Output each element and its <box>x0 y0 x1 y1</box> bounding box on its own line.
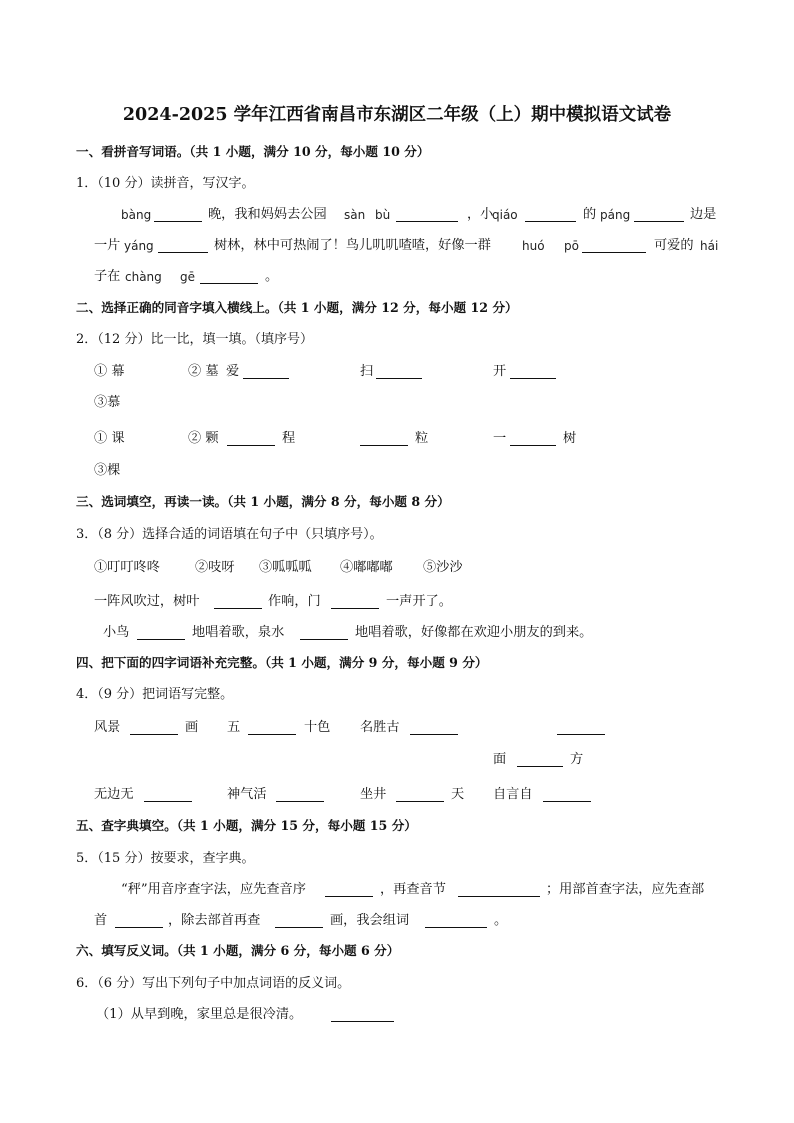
section-heading-5: 五、查字典填空。（共 1 小题，满分 15 分，每小题 15 分） <box>76 818 417 833</box>
pinyin: huó <box>522 239 545 253</box>
sentence-text: ，再查音节 <box>380 882 446 897</box>
answer-blank[interactable] <box>543 801 591 802</box>
idiom-part: 无边无 <box>94 787 134 802</box>
answer-blank[interactable] <box>115 927 163 928</box>
sentence-text: 首 <box>94 913 108 928</box>
question-6-prompt: 6．（6 分）写出下列句子中加点词语的反义词。 <box>76 976 351 991</box>
answer-blank[interactable] <box>525 221 576 222</box>
sentence-text: 一声开了。 <box>386 594 452 609</box>
answer-blank[interactable] <box>510 445 556 446</box>
answer-blank[interactable] <box>158 252 208 253</box>
idiom-part: 面 <box>493 752 507 767</box>
answer-blank[interactable] <box>634 221 684 222</box>
pinyin: bù <box>375 208 391 222</box>
question-4-prompt: 4．（9 分）把词语写完整。 <box>76 687 234 702</box>
answer-blank[interactable] <box>227 445 275 446</box>
question-1-prompt: 1．（10 分）读拼音，写汉字。 <box>76 176 255 191</box>
sentence-text: 子在 <box>94 269 121 284</box>
answer-blank[interactable] <box>425 927 487 928</box>
answer-blank[interactable] <box>360 445 408 446</box>
question-5-prompt: 5．（15 分）按要求，查字典。 <box>76 851 255 866</box>
word-part: 程 <box>282 431 296 446</box>
sentence-text: “秤”用音序查字法，应先查音序 <box>121 882 306 897</box>
pinyin: sàn <box>344 208 366 222</box>
section-heading-6: 六、填写反义词。（共 1 小题，满分 6 分，每小题 6 分） <box>76 943 400 958</box>
word-option: ④嘟嘟嘟 <box>340 560 393 575</box>
word-option: ①叮叮咚咚 <box>94 560 160 575</box>
word-option: ③呱呱呱 <box>259 560 312 575</box>
sub-item: （1）从早到晚，家里总是很冷清。 <box>96 1007 303 1022</box>
word-part: 一 <box>493 431 507 446</box>
answer-blank[interactable] <box>376 378 422 379</box>
idiom-part: 名胜古 <box>360 720 400 735</box>
sentence-text: ，除去部首再查 <box>168 913 261 928</box>
answer-blank[interactable] <box>137 639 185 640</box>
sentence-text: 地唱着歌，泉水 <box>192 625 285 640</box>
idiom-part: 画 <box>185 720 199 735</box>
sentence-text: 。 <box>494 913 508 928</box>
answer-blank[interactable] <box>300 639 348 640</box>
answer-blank[interactable] <box>130 734 178 735</box>
sentence-text: 小鸟 <box>103 625 130 640</box>
option-item: ② 颗 <box>188 431 219 446</box>
answer-blank[interactable] <box>325 896 373 897</box>
pinyin: yáng <box>124 239 154 253</box>
option-item: ① 课 <box>94 431 125 446</box>
answer-blank[interactable] <box>582 252 646 253</box>
answer-blank[interactable] <box>557 734 605 735</box>
option-item: ② 墓 <box>188 364 219 379</box>
sentence-text: 一阵风吹过，树叶 <box>94 594 200 609</box>
idiom-part: 方 <box>570 752 584 767</box>
answer-blank[interactable] <box>275 927 323 928</box>
sentence-text: 一片 <box>94 238 121 253</box>
idiom-part: 天 <box>451 787 465 802</box>
pinyin: qiáo <box>492 208 518 222</box>
idiom-part: 五 <box>227 720 241 735</box>
answer-blank[interactable] <box>200 283 258 284</box>
section-heading-3: 三、选词填空，再读一读。（共 1 小题，满分 8 分，每小题 8 分） <box>76 494 450 509</box>
sentence-text: 可爱的 <box>654 238 694 253</box>
pinyin: pō <box>564 239 579 253</box>
pinyin: páng <box>600 208 631 222</box>
answer-blank[interactable] <box>214 608 262 609</box>
word-option: ②吱呀 <box>195 560 235 575</box>
idiom-part: 神气活 <box>227 787 267 802</box>
answer-blank[interactable] <box>154 221 202 222</box>
answer-blank[interactable] <box>458 896 540 897</box>
pinyin: hái <box>700 239 719 253</box>
idiom-part: 十色 <box>304 720 331 735</box>
idiom-part: 坐井 <box>360 787 387 802</box>
answer-blank[interactable] <box>410 734 458 735</box>
question-2-prompt: 2．（12 分）比一比，填一填。（填序号） <box>76 332 313 347</box>
answer-blank[interactable] <box>331 608 379 609</box>
pinyin: gē <box>180 270 195 284</box>
answer-blank[interactable] <box>243 378 289 379</box>
answer-blank[interactable] <box>396 221 458 222</box>
option-item: ③慕 <box>94 395 121 410</box>
section-heading-1: 一、看拼音写词语。（共 1 小题，满分 10 分，每小题 10 分） <box>76 144 430 159</box>
answer-blank[interactable] <box>510 378 556 379</box>
option-item: ③棵 <box>94 463 121 478</box>
sentence-text: 地唱着歌，好像都在欢迎小朋友的到来。 <box>355 625 593 640</box>
word-part: 树 <box>563 431 577 446</box>
sentence-text: 边是 <box>690 207 717 222</box>
sentence-text: 晚，我和妈妈去公园 <box>208 207 327 222</box>
idiom-part: 风景 <box>94 720 121 735</box>
sentence-text: ，小 <box>467 207 494 222</box>
word-part: 开 <box>493 364 507 379</box>
answer-blank[interactable] <box>276 801 324 802</box>
answer-blank[interactable] <box>144 801 192 802</box>
sentence-text: 的 <box>583 207 597 222</box>
option-item: ① 幕 <box>94 364 125 379</box>
word-part: 粒 <box>415 431 429 446</box>
answer-blank[interactable] <box>331 1021 394 1022</box>
sentence-text: 画，我会组词 <box>330 913 410 928</box>
sentence-text: 作响，门 <box>268 594 321 609</box>
section-heading-4: 四、把下面的四字词语补充完整。（共 1 小题，满分 9 分，每小题 9 分） <box>76 655 488 670</box>
word-part: 扫 <box>360 364 374 379</box>
pinyin: chàng <box>125 270 162 284</box>
word-option: ⑤沙沙 <box>423 560 463 575</box>
pinyin: bàng <box>121 208 152 222</box>
answer-blank[interactable] <box>517 766 563 767</box>
question-3-prompt: 3．（8 分）选择合适的词语填在句子中（只填序号）。 <box>76 527 383 542</box>
answer-blank[interactable] <box>248 734 296 735</box>
word-part: 爱 <box>226 364 240 379</box>
sentence-text: 。 <box>265 269 279 284</box>
page-title: 2024-2025 学年江西省南昌市东湖区二年级（上）期中模拟语文试卷 <box>122 105 672 125</box>
section-heading-2: 二、选择正确的同音字填入横线上。（共 1 小题，满分 12 分，每小题 12 分） <box>76 300 518 315</box>
answer-blank[interactable] <box>396 801 444 802</box>
idiom-part: 自言自 <box>493 787 533 802</box>
sentence-text: 树林，林中可热闹了！鸟儿叽叽喳喳，好像一群 <box>214 238 491 253</box>
sentence-text: ；用部首查字法，应先查部 <box>546 882 705 897</box>
